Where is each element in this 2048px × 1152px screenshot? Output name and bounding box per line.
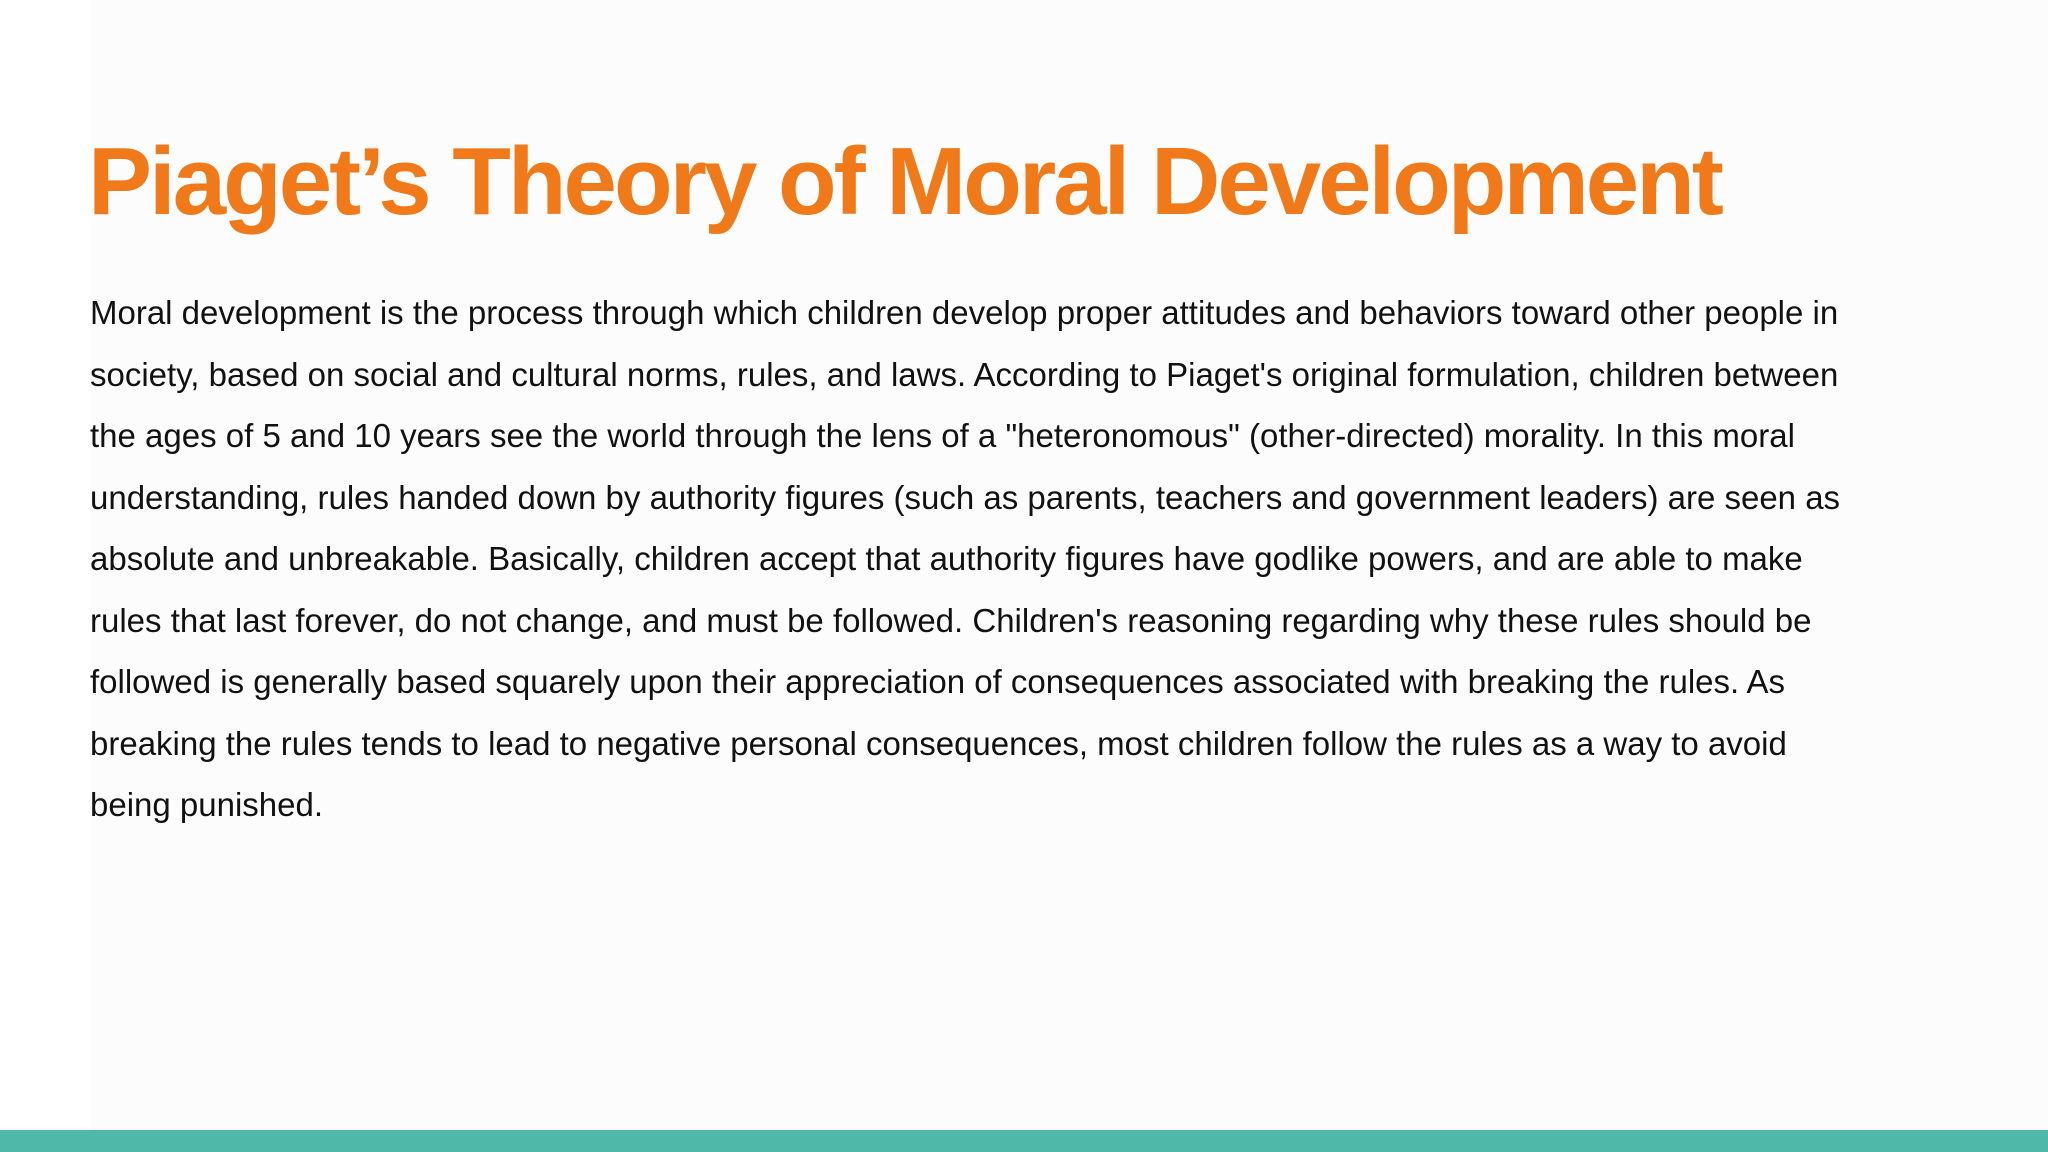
footer-accent-bar — [0, 1130, 2048, 1152]
body-line: the ages of 5 and 10 years see the world through the lens of a "heteronomous" (other-directed) morality. In this moral — [90, 417, 1795, 454]
body-line: rules that last forever, do not change, and must be followed. Children's reasoning regarding why these rules should be — [90, 601, 1812, 639]
body-line: society, based on social and cultural norms, rules, and laws. According to Piaget's original formulation, children between — [90, 355, 1839, 393]
body-line: understanding, rules handed down by authority figures (such as parents, teachers and government leaders) are seen as — [90, 478, 1841, 516]
body-line: breaking the rules tends to lead to negative personal consequences, most children follow the rules as a way to avoid — [90, 724, 1787, 762]
body-line: absolute and unbreakable. Basically, children accept that authority figures have godlike powers, and are able to make — [90, 540, 1803, 577]
body-paragraph — [90, 282, 1990, 836]
body-line: being punished. — [90, 786, 324, 823]
slide-title: Piaget’s Theory of Moral Development — [88, 128, 1721, 235]
body-line: followed is generally based squarely upon their appreciation of consequences associated with breaking the rules. As — [90, 663, 1786, 700]
body-line: Moral development is the process through which children develop proper attitudes and behaviors toward other people in — [90, 294, 1839, 331]
